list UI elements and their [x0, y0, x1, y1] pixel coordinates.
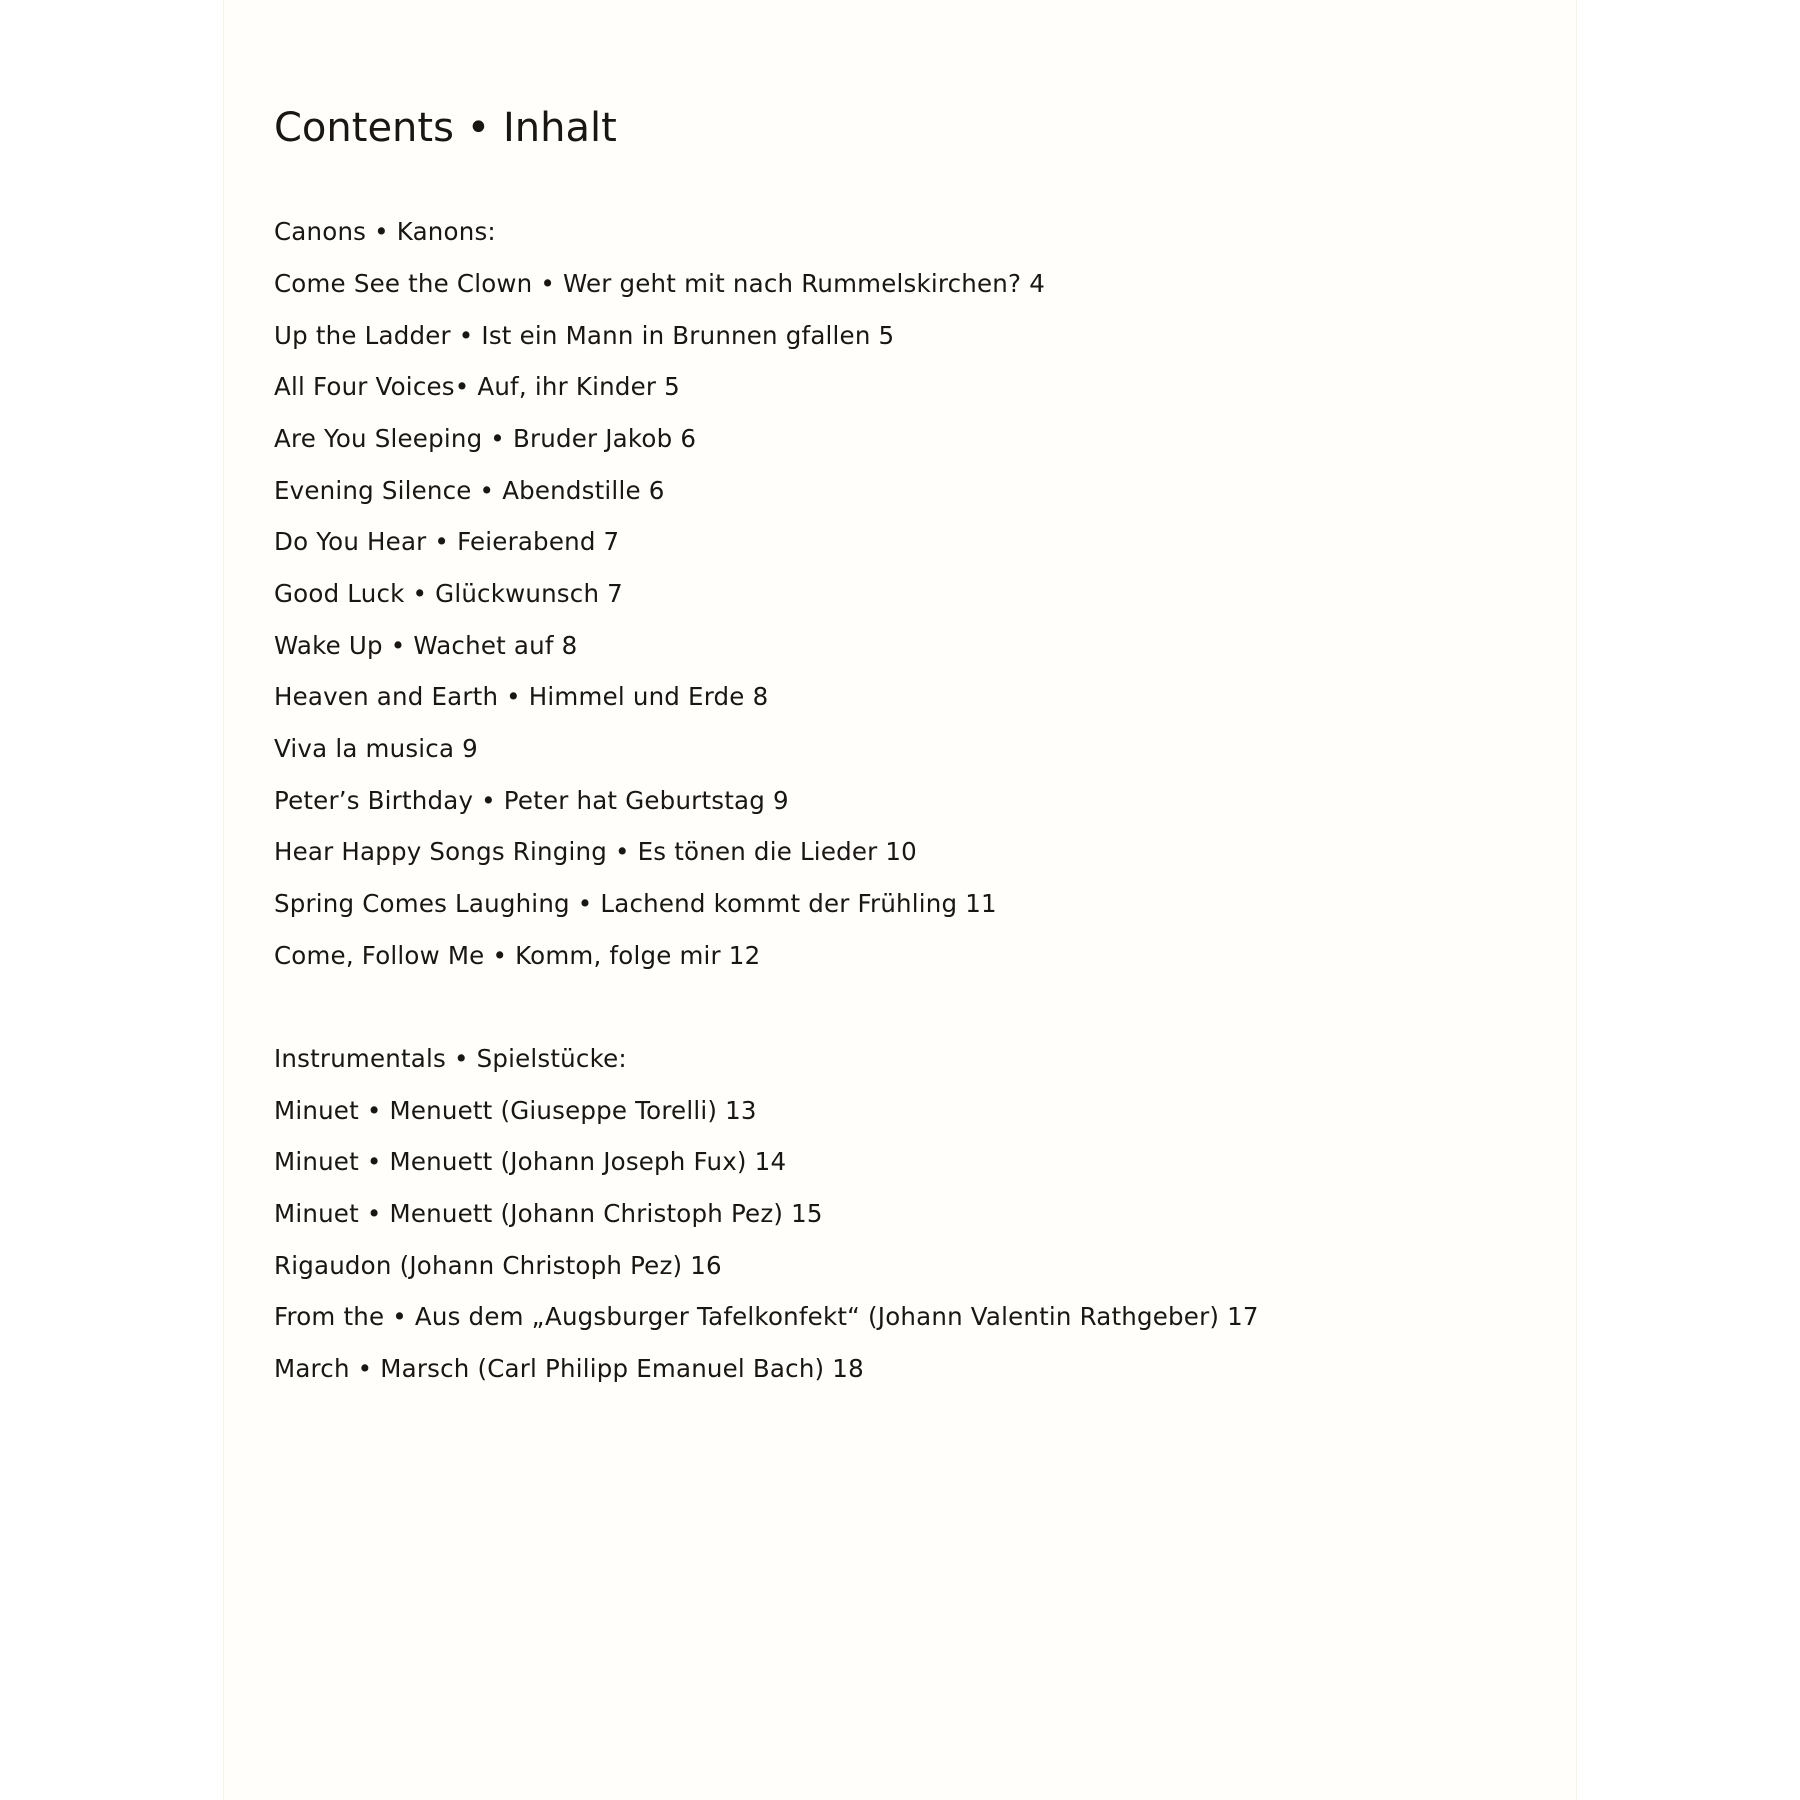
toc-entry: Wake Up • Wachet auf 8: [274, 631, 578, 660]
toc-entry: Peter’s Birthday • Peter hat Geburtstag 9: [274, 786, 789, 815]
toc-entry: Are You Sleeping • Bruder Jakob 6: [274, 424, 697, 453]
toc-entry: Evening Silence • Abendstille 6: [274, 476, 665, 505]
toc-entry: Up the Ladder • Ist ein Mann in Brunnen gfallen 5: [274, 321, 895, 350]
section-heading-canons: Canons • Kanons:: [274, 217, 496, 246]
page: [224, 0, 1576, 1800]
toc-entry: Minuet • Menuett (Johann Christoph Pez) 15: [274, 1199, 823, 1228]
toc-entry: March • Marsch (Carl Philipp Emanuel Bach) 18: [274, 1354, 864, 1383]
toc-entry: Hear Happy Songs Ringing • Es tönen die Lieder 10: [274, 837, 917, 866]
toc-entry: From the • Aus dem „Augsburger Tafelkonfekt“ (Johann Valentin Rathgeber) 17: [274, 1302, 1259, 1331]
toc-entry: Spring Comes Laughing • Lachend kommt der Frühling 11: [274, 889, 997, 918]
toc-entry: Minuet • Menuett (Giuseppe Torelli) 13: [274, 1096, 757, 1125]
toc-entry: Rigaudon (Johann Christoph Pez) 16: [274, 1251, 722, 1280]
section-heading-instrumentals: Instrumentals • Spielstücke:: [274, 1044, 627, 1073]
toc-entry: Minuet • Menuett (Johann Joseph Fux) 14: [274, 1147, 787, 1176]
toc-entry: Viva la musica 9: [274, 734, 478, 763]
toc-entry: Heaven and Earth • Himmel und Erde 8: [274, 682, 769, 711]
page-title: Contents • Inhalt: [274, 105, 617, 151]
toc-entry: Good Luck • Glückwunsch 7: [274, 579, 623, 608]
toc-entry: All Four Voices• Auf, ihr Kinder 5: [274, 372, 680, 401]
toc-entry: Come, Follow Me • Komm, folge mir 12: [274, 941, 761, 970]
toc-entry: Come See the Clown • Wer geht mit nach Rummelskirchen? 4: [274, 269, 1045, 298]
toc-entry: Do You Hear • Feierabend 7: [274, 527, 620, 556]
